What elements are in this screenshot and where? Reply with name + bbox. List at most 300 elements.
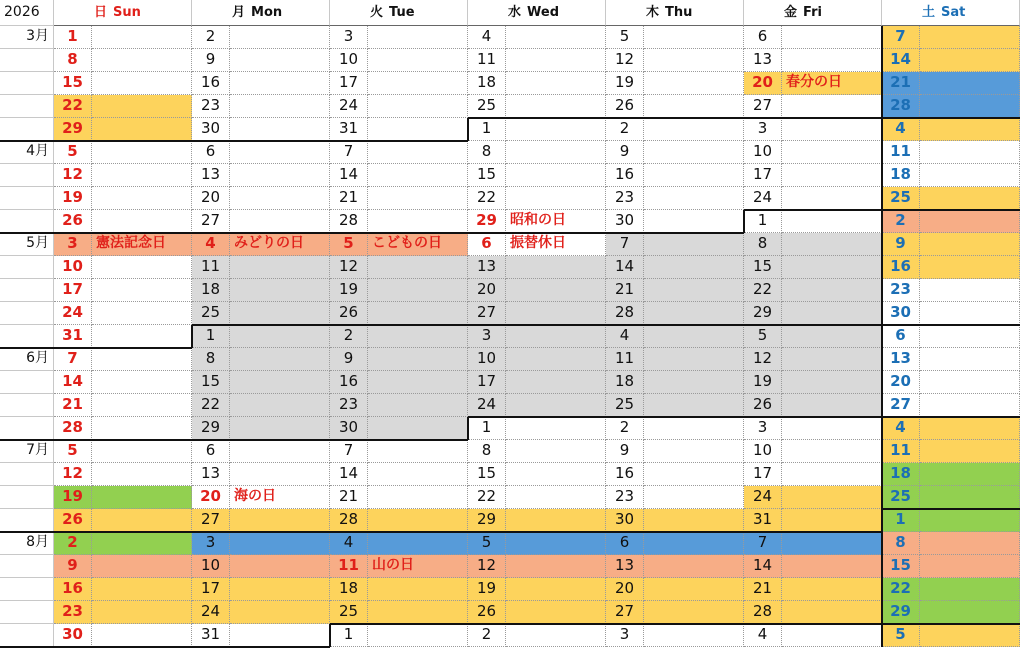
memo-cell[interactable] (782, 486, 882, 509)
day-number[interactable]: 1 (192, 325, 230, 348)
day-number[interactable]: 25 (192, 302, 230, 325)
day-number[interactable]: 14 (330, 164, 368, 187)
day-number[interactable]: 8 (468, 141, 506, 164)
memo-cell[interactable] (782, 463, 882, 486)
day-number[interactable]: 27 (606, 601, 644, 624)
memo-cell[interactable] (644, 624, 744, 647)
memo-cell[interactable] (782, 141, 882, 164)
memo-cell[interactable] (506, 95, 606, 118)
memo-cell[interactable] (644, 49, 744, 72)
memo-cell[interactable] (92, 601, 192, 624)
day-number[interactable]: 20 (192, 187, 230, 210)
memo-cell[interactable] (506, 440, 606, 463)
day-number[interactable]: 12 (54, 164, 92, 187)
day-number[interactable]: 31 (192, 624, 230, 647)
day-number[interactable]: 13 (744, 49, 782, 72)
memo-cell[interactable] (368, 371, 468, 394)
memo-cell[interactable] (782, 164, 882, 187)
memo-cell[interactable] (506, 486, 606, 509)
memo-cell[interactable] (92, 417, 192, 440)
day-number[interactable]: 2 (606, 118, 644, 141)
day-number[interactable]: 26 (330, 302, 368, 325)
memo-cell[interactable] (230, 371, 330, 394)
memo-cell[interactable] (230, 440, 330, 463)
day-number[interactable]: 29 (468, 210, 506, 233)
day-number[interactable]: 3 (606, 624, 644, 647)
memo-cell[interactable] (92, 394, 192, 417)
memo-cell[interactable] (368, 256, 468, 279)
memo-cell[interactable] (368, 417, 468, 440)
day-number[interactable]: 1 (882, 509, 920, 532)
day-number[interactable]: 18 (192, 279, 230, 302)
day-number[interactable]: 11 (468, 49, 506, 72)
memo-cell[interactable] (782, 325, 882, 348)
memo-cell[interactable] (782, 394, 882, 417)
memo-cell[interactable] (230, 463, 330, 486)
memo-cell[interactable] (368, 601, 468, 624)
day-number[interactable]: 15 (468, 164, 506, 187)
day-number[interactable]: 19 (606, 72, 644, 95)
day-number[interactable]: 16 (606, 164, 644, 187)
day-number[interactable]: 5 (330, 233, 368, 256)
day-number[interactable]: 2 (606, 417, 644, 440)
holiday-name[interactable]: 振替休日 (506, 233, 606, 256)
memo-cell[interactable] (920, 302, 1020, 325)
memo-cell[interactable] (92, 26, 192, 49)
day-number[interactable]: 31 (744, 509, 782, 532)
memo-cell[interactable] (506, 509, 606, 532)
memo-cell[interactable] (92, 624, 192, 647)
day-number[interactable]: 26 (744, 394, 782, 417)
memo-cell[interactable] (920, 417, 1020, 440)
day-number[interactable]: 18 (330, 578, 368, 601)
memo-cell[interactable] (506, 624, 606, 647)
memo-cell[interactable] (506, 72, 606, 95)
memo-cell[interactable] (644, 417, 744, 440)
memo-cell[interactable] (506, 164, 606, 187)
memo-cell[interactable] (506, 371, 606, 394)
day-number[interactable]: 11 (882, 141, 920, 164)
day-number[interactable]: 17 (54, 279, 92, 302)
day-number[interactable]: 10 (744, 141, 782, 164)
memo-cell[interactable] (230, 532, 330, 555)
day-number[interactable]: 30 (606, 509, 644, 532)
day-number[interactable]: 23 (606, 187, 644, 210)
day-number[interactable]: 29 (192, 417, 230, 440)
memo-cell[interactable] (782, 210, 882, 233)
memo-cell[interactable] (644, 141, 744, 164)
memo-cell[interactable] (506, 417, 606, 440)
memo-cell[interactable] (230, 601, 330, 624)
day-number[interactable]: 8 (468, 440, 506, 463)
day-number[interactable]: 28 (330, 210, 368, 233)
day-number[interactable]: 14 (744, 555, 782, 578)
day-number[interactable]: 5 (468, 532, 506, 555)
memo-cell[interactable] (644, 509, 744, 532)
day-number[interactable]: 12 (330, 256, 368, 279)
memo-cell[interactable] (782, 417, 882, 440)
memo-cell[interactable] (506, 118, 606, 141)
memo-cell[interactable] (230, 279, 330, 302)
memo-cell[interactable] (782, 95, 882, 118)
day-number[interactable]: 28 (606, 302, 644, 325)
day-number[interactable]: 1 (54, 26, 92, 49)
holiday-name[interactable]: こどもの日 (368, 233, 468, 256)
memo-cell[interactable] (230, 509, 330, 532)
memo-cell[interactable] (92, 72, 192, 95)
day-number[interactable]: 8 (744, 233, 782, 256)
memo-cell[interactable] (644, 532, 744, 555)
memo-cell[interactable] (506, 601, 606, 624)
memo-cell[interactable] (230, 26, 330, 49)
memo-cell[interactable] (506, 578, 606, 601)
day-number[interactable]: 29 (468, 509, 506, 532)
memo-cell[interactable] (644, 555, 744, 578)
day-number[interactable]: 4 (882, 417, 920, 440)
day-number[interactable]: 20 (882, 371, 920, 394)
holiday-name[interactable]: 春分の日 (782, 72, 882, 95)
memo-cell[interactable] (782, 624, 882, 647)
memo-cell[interactable] (920, 532, 1020, 555)
day-number[interactable]: 27 (744, 95, 782, 118)
memo-cell[interactable] (230, 302, 330, 325)
day-number[interactable]: 22 (468, 486, 506, 509)
memo-cell[interactable] (920, 624, 1020, 647)
memo-cell[interactable] (230, 417, 330, 440)
day-number[interactable]: 10 (192, 555, 230, 578)
memo-cell[interactable] (92, 348, 192, 371)
day-number[interactable]: 11 (606, 348, 644, 371)
day-number[interactable]: 22 (468, 187, 506, 210)
memo-cell[interactable] (92, 187, 192, 210)
memo-cell[interactable] (92, 256, 192, 279)
memo-cell[interactable] (506, 26, 606, 49)
memo-cell[interactable] (782, 279, 882, 302)
day-number[interactable]: 25 (606, 394, 644, 417)
memo-cell[interactable] (230, 555, 330, 578)
day-number[interactable]: 11 (330, 555, 368, 578)
day-number[interactable]: 16 (882, 256, 920, 279)
memo-cell[interactable] (230, 624, 330, 647)
day-number[interactable]: 30 (606, 210, 644, 233)
day-number[interactable]: 12 (606, 49, 644, 72)
memo-cell[interactable] (782, 49, 882, 72)
day-number[interactable]: 10 (744, 440, 782, 463)
day-number[interactable]: 27 (192, 509, 230, 532)
day-number[interactable]: 11 (882, 440, 920, 463)
memo-cell[interactable] (92, 279, 192, 302)
day-number[interactable]: 2 (468, 624, 506, 647)
memo-cell[interactable] (230, 95, 330, 118)
day-number[interactable]: 4 (882, 118, 920, 141)
day-number[interactable]: 28 (330, 509, 368, 532)
memo-cell[interactable] (92, 371, 192, 394)
day-number[interactable]: 23 (330, 394, 368, 417)
day-number[interactable]: 8 (54, 49, 92, 72)
day-number[interactable]: 27 (882, 394, 920, 417)
memo-cell[interactable] (92, 486, 192, 509)
memo-cell[interactable] (920, 440, 1020, 463)
day-number[interactable]: 6 (744, 26, 782, 49)
memo-cell[interactable] (368, 49, 468, 72)
day-number[interactable]: 2 (54, 532, 92, 555)
day-number[interactable]: 28 (882, 95, 920, 118)
day-number[interactable]: 7 (54, 348, 92, 371)
day-number[interactable]: 7 (744, 532, 782, 555)
day-number[interactable]: 24 (744, 187, 782, 210)
day-number[interactable]: 16 (54, 578, 92, 601)
day-number[interactable]: 12 (54, 463, 92, 486)
day-number[interactable]: 24 (54, 302, 92, 325)
day-number[interactable]: 12 (744, 348, 782, 371)
day-number[interactable]: 15 (882, 555, 920, 578)
day-number[interactable]: 7 (882, 26, 920, 49)
memo-cell[interactable] (644, 118, 744, 141)
day-number[interactable]: 26 (54, 509, 92, 532)
day-number[interactable]: 14 (882, 49, 920, 72)
memo-cell[interactable] (506, 302, 606, 325)
memo-cell[interactable] (782, 118, 882, 141)
memo-cell[interactable] (92, 49, 192, 72)
day-number[interactable]: 24 (330, 95, 368, 118)
memo-cell[interactable] (920, 26, 1020, 49)
memo-cell[interactable] (368, 26, 468, 49)
day-number[interactable]: 20 (192, 486, 230, 509)
day-number[interactable]: 29 (744, 302, 782, 325)
memo-cell[interactable] (644, 348, 744, 371)
memo-cell[interactable] (644, 95, 744, 118)
day-number[interactable]: 17 (744, 463, 782, 486)
day-number[interactable]: 28 (54, 417, 92, 440)
day-number[interactable]: 30 (330, 417, 368, 440)
day-number[interactable]: 8 (882, 532, 920, 555)
day-number[interactable]: 17 (744, 164, 782, 187)
memo-cell[interactable] (92, 164, 192, 187)
day-number[interactable]: 21 (330, 187, 368, 210)
memo-cell[interactable] (230, 187, 330, 210)
day-number[interactable]: 7 (606, 233, 644, 256)
day-number[interactable]: 5 (744, 325, 782, 348)
day-number[interactable]: 21 (330, 486, 368, 509)
day-number[interactable]: 10 (330, 49, 368, 72)
day-number[interactable]: 31 (330, 118, 368, 141)
day-number[interactable]: 1 (468, 118, 506, 141)
memo-cell[interactable] (782, 509, 882, 532)
memo-cell[interactable] (230, 348, 330, 371)
memo-cell[interactable] (230, 325, 330, 348)
memo-cell[interactable] (506, 348, 606, 371)
day-number[interactable]: 18 (882, 164, 920, 187)
memo-cell[interactable] (368, 624, 468, 647)
memo-cell[interactable] (644, 256, 744, 279)
memo-cell[interactable] (506, 463, 606, 486)
memo-cell[interactable] (644, 325, 744, 348)
day-number[interactable]: 9 (606, 440, 644, 463)
day-number[interactable]: 3 (744, 118, 782, 141)
memo-cell[interactable] (782, 302, 882, 325)
memo-cell[interactable] (782, 187, 882, 210)
memo-cell[interactable] (92, 95, 192, 118)
memo-cell[interactable] (782, 233, 882, 256)
day-number[interactable]: 16 (192, 72, 230, 95)
day-number[interactable]: 25 (468, 95, 506, 118)
memo-cell[interactable] (230, 49, 330, 72)
day-number[interactable]: 27 (192, 210, 230, 233)
memo-cell[interactable] (644, 394, 744, 417)
memo-cell[interactable] (644, 486, 744, 509)
memo-cell[interactable] (506, 49, 606, 72)
day-number[interactable]: 9 (54, 555, 92, 578)
memo-cell[interactable] (644, 601, 744, 624)
memo-cell[interactable] (368, 486, 468, 509)
day-number[interactable]: 3 (54, 233, 92, 256)
memo-cell[interactable] (92, 210, 192, 233)
day-number[interactable]: 17 (468, 371, 506, 394)
memo-cell[interactable] (92, 463, 192, 486)
day-number[interactable]: 6 (606, 532, 644, 555)
memo-cell[interactable] (920, 509, 1020, 532)
day-number[interactable]: 24 (744, 486, 782, 509)
day-number[interactable]: 1 (468, 417, 506, 440)
day-number[interactable]: 4 (330, 532, 368, 555)
memo-cell[interactable] (644, 72, 744, 95)
holiday-name[interactable]: 憲法記念日 (92, 233, 192, 256)
day-number[interactable]: 17 (192, 578, 230, 601)
memo-cell[interactable] (506, 325, 606, 348)
memo-cell[interactable] (92, 118, 192, 141)
day-number[interactable]: 22 (54, 95, 92, 118)
memo-cell[interactable] (920, 325, 1020, 348)
day-number[interactable]: 2 (330, 325, 368, 348)
day-number[interactable]: 26 (468, 601, 506, 624)
day-number[interactable]: 4 (468, 26, 506, 49)
day-number[interactable]: 4 (192, 233, 230, 256)
memo-cell[interactable] (368, 72, 468, 95)
day-number[interactable]: 19 (468, 578, 506, 601)
day-number[interactable]: 16 (330, 371, 368, 394)
memo-cell[interactable] (230, 118, 330, 141)
memo-cell[interactable] (368, 210, 468, 233)
memo-cell[interactable] (368, 141, 468, 164)
day-number[interactable]: 17 (330, 72, 368, 95)
day-number[interactable]: 13 (192, 164, 230, 187)
memo-cell[interactable] (782, 578, 882, 601)
memo-cell[interactable] (92, 141, 192, 164)
memo-cell[interactable] (368, 394, 468, 417)
memo-cell[interactable] (920, 95, 1020, 118)
memo-cell[interactable] (920, 394, 1020, 417)
memo-cell[interactable] (506, 532, 606, 555)
memo-cell[interactable] (644, 26, 744, 49)
day-number[interactable]: 20 (606, 578, 644, 601)
day-number[interactable]: 2 (192, 26, 230, 49)
day-number[interactable]: 10 (54, 256, 92, 279)
day-number[interactable]: 1 (744, 210, 782, 233)
memo-cell[interactable] (506, 555, 606, 578)
holiday-name[interactable]: 海の日 (230, 486, 330, 509)
memo-cell[interactable] (230, 256, 330, 279)
day-number[interactable]: 15 (192, 371, 230, 394)
holiday-name[interactable]: みどりの日 (230, 233, 330, 256)
day-number[interactable]: 21 (882, 72, 920, 95)
day-number[interactable]: 6 (882, 325, 920, 348)
day-number[interactable]: 20 (468, 279, 506, 302)
memo-cell[interactable] (920, 555, 1020, 578)
day-number[interactable]: 14 (330, 463, 368, 486)
memo-cell[interactable] (644, 187, 744, 210)
day-number[interactable]: 30 (882, 302, 920, 325)
memo-cell[interactable] (920, 601, 1020, 624)
day-number[interactable]: 22 (744, 279, 782, 302)
memo-cell[interactable] (920, 486, 1020, 509)
day-number[interactable]: 25 (882, 187, 920, 210)
day-number[interactable]: 21 (54, 394, 92, 417)
day-number[interactable]: 30 (54, 624, 92, 647)
day-number[interactable]: 4 (606, 325, 644, 348)
day-number[interactable]: 7 (330, 440, 368, 463)
day-number[interactable]: 1 (330, 624, 368, 647)
day-number[interactable]: 13 (192, 463, 230, 486)
memo-cell[interactable] (782, 555, 882, 578)
day-number[interactable]: 3 (744, 417, 782, 440)
memo-cell[interactable] (920, 49, 1020, 72)
memo-cell[interactable] (506, 394, 606, 417)
day-number[interactable]: 9 (882, 233, 920, 256)
memo-cell[interactable] (920, 187, 1020, 210)
day-number[interactable]: 19 (330, 279, 368, 302)
day-number[interactable]: 15 (54, 72, 92, 95)
day-number[interactable]: 21 (606, 279, 644, 302)
memo-cell[interactable] (230, 164, 330, 187)
memo-cell[interactable] (92, 578, 192, 601)
day-number[interactable]: 29 (882, 601, 920, 624)
day-number[interactable]: 19 (54, 486, 92, 509)
day-number[interactable]: 13 (606, 555, 644, 578)
day-number[interactable]: 4 (744, 624, 782, 647)
memo-cell[interactable] (920, 164, 1020, 187)
memo-cell[interactable] (368, 578, 468, 601)
memo-cell[interactable] (920, 118, 1020, 141)
day-number[interactable]: 28 (744, 601, 782, 624)
memo-cell[interactable] (644, 210, 744, 233)
day-number[interactable]: 22 (192, 394, 230, 417)
day-number[interactable]: 25 (330, 601, 368, 624)
memo-cell[interactable] (782, 348, 882, 371)
memo-cell[interactable] (230, 72, 330, 95)
holiday-name[interactable]: 昭和の日 (506, 210, 606, 233)
day-number[interactable]: 18 (606, 371, 644, 394)
memo-cell[interactable] (368, 532, 468, 555)
day-number[interactable]: 27 (468, 302, 506, 325)
day-number[interactable]: 20 (744, 72, 782, 95)
day-number[interactable]: 26 (606, 95, 644, 118)
day-number[interactable]: 9 (330, 348, 368, 371)
day-number[interactable]: 24 (468, 394, 506, 417)
day-number[interactable]: 16 (606, 463, 644, 486)
day-number[interactable]: 25 (882, 486, 920, 509)
memo-cell[interactable] (506, 279, 606, 302)
day-number[interactable]: 2 (882, 210, 920, 233)
memo-cell[interactable] (230, 210, 330, 233)
memo-cell[interactable] (920, 348, 1020, 371)
day-number[interactable]: 30 (192, 118, 230, 141)
memo-cell[interactable] (92, 325, 192, 348)
day-number[interactable]: 23 (606, 486, 644, 509)
day-number[interactable]: 31 (54, 325, 92, 348)
day-number[interactable]: 14 (54, 371, 92, 394)
memo-cell[interactable] (920, 463, 1020, 486)
memo-cell[interactable] (782, 601, 882, 624)
